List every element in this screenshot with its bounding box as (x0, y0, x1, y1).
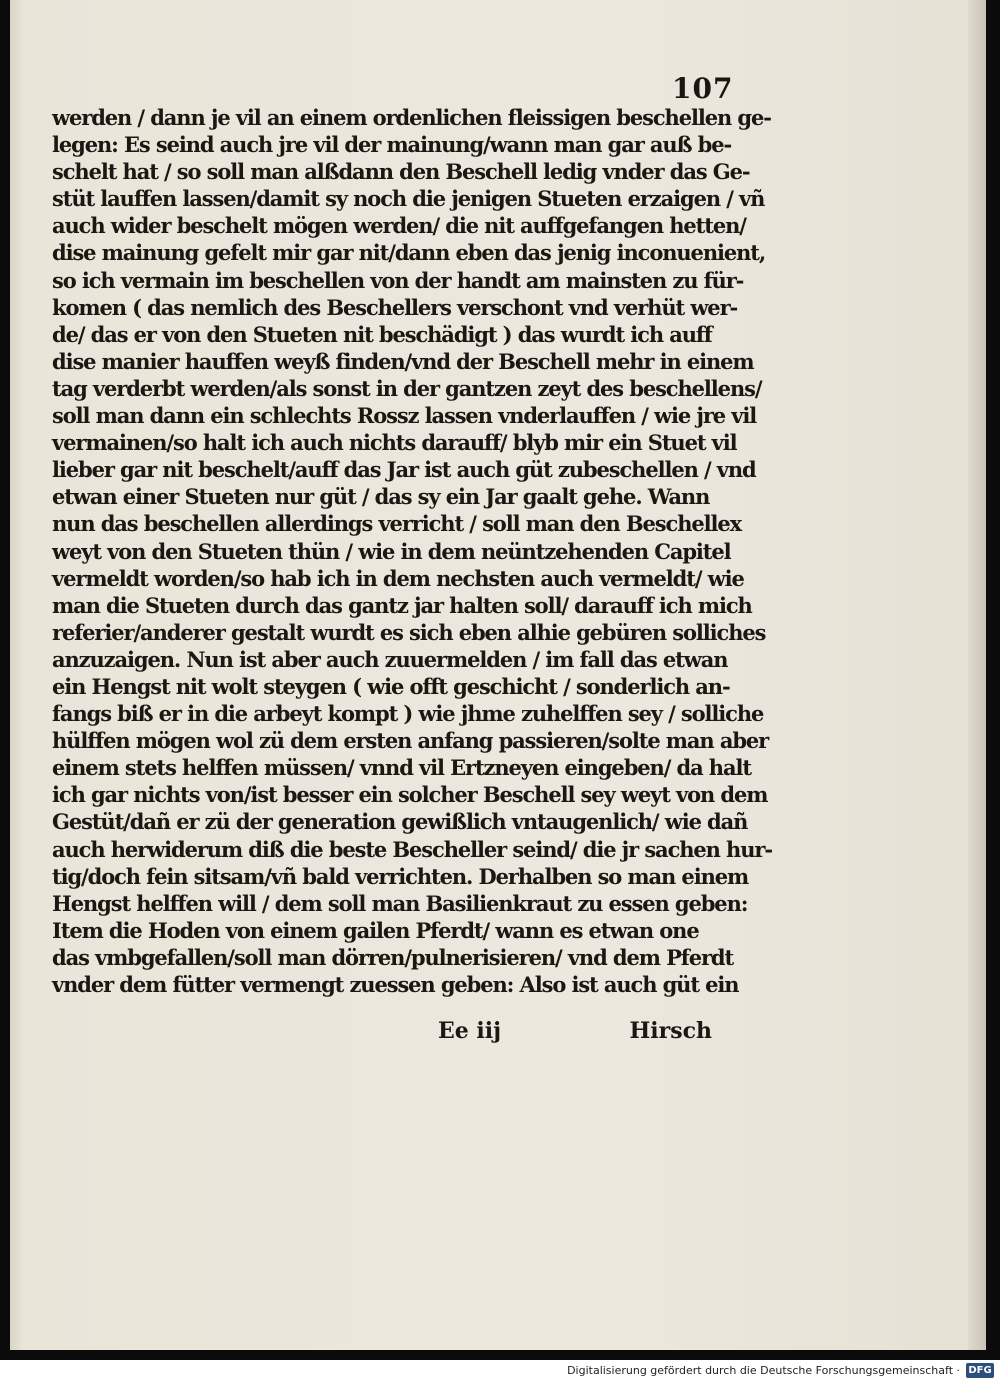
text-line: Hengst helffen will / dem soll man Basilienkraut zu essen geben: (52, 890, 748, 916)
text-line: stüt lauffen lassen/damit sy noch die jenigen Stueten erzaigen / vñ (52, 186, 765, 212)
text-line: lieber gar nit beschelt/auff das Jar ist auch güt zubeschellen / vnd (52, 457, 756, 483)
text-line: hülffen mögen wol zü dem ersten anfang passieren/solte man aber (52, 728, 769, 754)
text-line: Item die Hoden von einem gailen Pferdt/ wann es etwan one (52, 917, 699, 943)
text-line: ein Hengst nit wolt steygen ( wie offt geschicht / sonderlich an- (52, 673, 730, 699)
text-line: nun das beschellen allerdings verricht / soll man den Beschellex (52, 511, 742, 537)
text-line: einem stets helffen müssen/ vnnd vil Ertzneyen eingeben/ da halt (52, 755, 751, 781)
footer-bar (0, 1360, 1000, 1382)
text-line: komen ( das nemlich des Beschellers verschont vnd verhüt wer- (52, 294, 738, 320)
catchword: Hirsch (629, 1018, 712, 1044)
text-line: vnder dem fütter vermengt zuessen geben: Also ist auch güt ein (52, 972, 739, 997)
text-line: das vmbgefallen/soll man dörren/pulnerisieren/ vnd dem Pferdt (52, 944, 734, 970)
text-line: weyt von den Stueten thün / wie in dem neüntzehenden Capitel (52, 538, 731, 564)
text-block (52, 104, 772, 998)
text-line: referier/anderer gestalt wurdt es sich eben alhie gebüren solliches (52, 619, 766, 645)
page-number: 107 (672, 72, 734, 105)
text-line: werden / dann je vil an einem ordenlichen fleissigen beschellen ge- (52, 105, 771, 130)
text-line: ich gar nichts von/ist besser ein solcher Beschell sey weyt von dem (52, 782, 768, 808)
text-line: tig/doch fein sitsam/vñ bald verrichten. Derhalben so man einem (52, 863, 749, 889)
text-line: Gestüt/dañ er zü der generation gewißlich vntaugenlich/ wie dañ (52, 809, 748, 835)
text-line: auch herwiderum diß die beste Bescheller seind/ die jr sachen hur- (52, 836, 772, 862)
signature-mark: Ee iij (438, 1018, 502, 1044)
text-line: auch wider beschelt mögen werden/ die nit auffgefangen hetten/ (52, 213, 746, 239)
text-line: tag verderbt werden/als sonst in der gantzen zeyt des beschellens/ (52, 375, 762, 401)
text-line: de/ das er von den Stueten nit beschädigt ) das wurdt ich auff (52, 321, 712, 347)
text-line: vermeldt worden/so hab ich in dem nechsten auch vermeldt/ wie (52, 565, 744, 591)
text-line: soll man dann ein schlechts Rossz lassen vnderlauffen / wie jre vil (52, 403, 757, 429)
text-line: vermainen/so halt ich auch nichts darauff/ blyb mir ein Stuet vil (52, 430, 737, 456)
text-line: so ich vermain im beschellen von der handt am mainsten zu für- (52, 267, 744, 293)
text-line: dise mainung gefelt mir gar nit/dann eben das jenig inconuenient, (52, 240, 766, 266)
text-line: fangs biß er in die arbeyt kompt ) wie jhme zuhelffen sey / solliche (52, 701, 764, 727)
text-line: dise manier hauffen weyß finden/vnd der Beschell mehr in einem (52, 348, 754, 374)
page-bottom-line (52, 1018, 712, 1048)
dfg-logo: DFG (966, 1363, 994, 1378)
text-line: legen: Es seind auch jre vil der mainung/wann man gar auß be- (52, 132, 732, 158)
text-line: schelt hat / so soll man alßdann den Beschell ledig vnder das Ge- (52, 159, 750, 185)
page-edge (968, 0, 986, 1350)
funding-credit: Digitalisierung gefördert durch die Deutsche Forschungsgemeinschaft · (567, 1364, 960, 1377)
text-line: man die Stueten durch das gantz jar halten soll/ darauff ich mich (52, 592, 752, 618)
text-line: anzuzaigen. Nun ist aber auch zuuermelden / im fall das etwan (52, 646, 728, 672)
text-line: etwan einer Stueten nur güt / das sy ein Jar gaalt gehe. Wann (52, 484, 710, 510)
